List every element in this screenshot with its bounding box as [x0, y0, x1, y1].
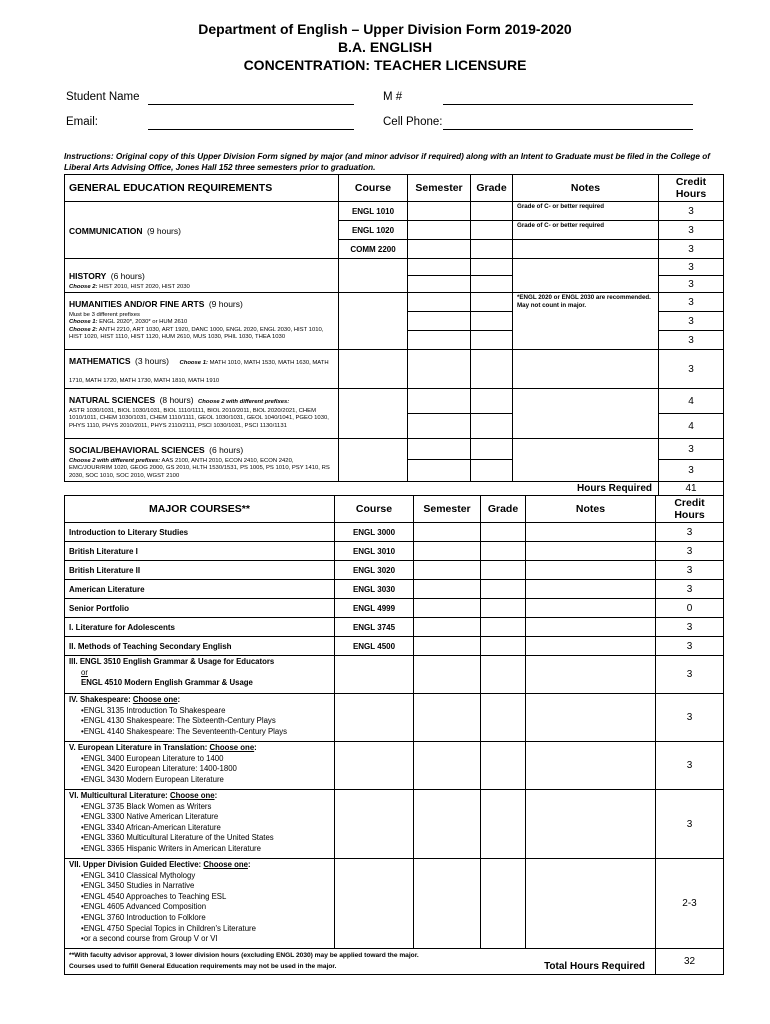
note-cell	[513, 350, 659, 389]
course-cell[interactable]	[339, 389, 408, 439]
major-table	[64, 495, 724, 975]
course-cell[interactable]	[339, 259, 408, 293]
history-label: HISTORY (6 hours) Choose 2: HIST 2010, HIST 2020, HIST 2030	[65, 259, 339, 293]
grade-cell[interactable]	[471, 240, 513, 259]
note-cell[interactable]	[526, 742, 656, 790]
major-course-name: American Literature	[65, 580, 335, 599]
course-cell: COMM 2200	[339, 240, 408, 259]
hours-required-label: Hours Required	[65, 481, 659, 495]
grade-header: Grade	[471, 175, 513, 202]
course-cell[interactable]	[335, 790, 414, 859]
grade-cell[interactable]	[481, 790, 526, 859]
course-cell: ENGL 4500	[335, 637, 414, 656]
form-title: Department of English – Upper Division Form 2019-2020	[198, 21, 572, 37]
credit-cell: 3	[659, 259, 724, 276]
gen-ed-header: GENERAL EDUCATION REQUIREMENTS	[65, 175, 339, 202]
note-cell	[513, 259, 659, 293]
notes-header: Notes	[513, 175, 659, 202]
credit-cell: 3	[659, 221, 724, 240]
course-cell: ENGL 3020	[335, 561, 414, 580]
grade-cell[interactable]	[471, 460, 513, 481]
grade-cell[interactable]	[481, 523, 526, 542]
semester-cell[interactable]	[408, 202, 471, 221]
note-cell[interactable]	[526, 523, 656, 542]
credit-cell: 3	[656, 742, 724, 790]
semester-cell[interactable]	[408, 389, 471, 414]
semester-cell[interactable]	[414, 523, 481, 542]
grade-cell[interactable]	[471, 439, 513, 460]
semester-cell[interactable]	[414, 790, 481, 859]
grade-cell[interactable]	[471, 259, 513, 276]
group-3-label: III. ENGL 3510 English Grammar & Usage for Educators or ENGL 4510 Modern English Grammar & Usage	[65, 656, 335, 694]
course-cell: ENGL 3010	[335, 542, 414, 561]
course-cell: ENGL 3745	[335, 618, 414, 637]
grade-cell[interactable]	[481, 561, 526, 580]
note-cell[interactable]	[526, 618, 656, 637]
credit-cell: 3	[656, 580, 724, 599]
semester-cell[interactable]	[408, 312, 471, 331]
credit-cell: 3	[656, 561, 724, 580]
credit-hours-header: Credit Hours	[656, 496, 724, 523]
grade-cell[interactable]	[471, 331, 513, 350]
grade-cell[interactable]	[481, 742, 526, 790]
semester-cell[interactable]	[408, 331, 471, 350]
grade-cell[interactable]	[471, 350, 513, 389]
cell-phone-label: Cell Phone:	[383, 116, 443, 128]
semester-cell[interactable]	[408, 460, 471, 481]
credit-cell: 3	[659, 312, 724, 331]
major-courses-header: MAJOR COURSES**	[65, 496, 335, 523]
credit-cell: 3	[656, 523, 724, 542]
major-course-name: Introduction to Literary Studies	[65, 523, 335, 542]
credit-cell: 3	[656, 618, 724, 637]
grade-cell[interactable]	[481, 542, 526, 561]
grade-cell[interactable]	[481, 859, 526, 949]
credit-cell: 3	[659, 240, 724, 259]
course-cell[interactable]	[335, 742, 414, 790]
instructions: Instructions: Original copy of this Upper Division Form signed by major (and minor advisor if required) along with an Intent to Graduate must be filed in the College of Liberal Arts Advising Office, Jones Hall 152 three semesters prior to graduation.	[64, 152, 710, 172]
course-cell[interactable]	[339, 439, 408, 482]
credit-cell: 3	[656, 656, 724, 694]
grade-cell[interactable]	[481, 580, 526, 599]
course-cell: ENGL 1010	[339, 202, 408, 221]
note-cell: Grade of C- or better required	[513, 202, 659, 221]
total-hours-value: 32	[656, 949, 724, 975]
credit-cell: 0	[656, 599, 724, 618]
group-7-label: VII. Upper Division Guided Elective: Choose one: •ENGL 3410 Classical Mythology •ENGL 3450 Studies in Narrative •ENGL 4540 Approaches to Teaching ESL •ENGL 4605 Advanced Composition •ENGL 3760 Introduction to Folklore •ENGL 4750 Special Topics in Children's Literature •or a second course from Group V or VI	[65, 859, 335, 949]
course-cell: ENGL 3030	[335, 580, 414, 599]
course-cell[interactable]	[335, 694, 414, 742]
note-cell[interactable]	[526, 694, 656, 742]
natural-sciences-label: NATURAL SCIENCES (8 hours) Choose 2 with different prefixes: ASTR 1030/1031, BIOL 1030/1031, BIOL 1110/1111, BIOL 2010/2011, BIOL 2020/2021, CHEM 1010/1011, CHEM 1030/1031, CHEM 1110/1111, GEOL 1030/1031, GEOL 1040/1041, PGEO 1030, PHYS 1110, PHYS 2010/2011, PHYS 2110/2111, PSCI 1030/1031, PSCI 1130/1131	[65, 389, 339, 439]
major-course-name: British Literature I	[65, 542, 335, 561]
grade-cell[interactable]	[471, 276, 513, 293]
semester-cell[interactable]	[408, 221, 471, 240]
communication-label: COMMUNICATION (9 hours)	[65, 202, 339, 259]
humanities-label: HUMANITIES AND/OR FINE ARTS (9 hours) Must be 3 different prefixes Choose 1: ENGL 2020*, 2030* or HUM 2610 Choose 2: ANTH 2210, ART 1030, ART 1920, DANC 1000, ENGL 2020, ENGL 2030, HIST 1010, HIST 1020, HIST 1110, HIST 1120, HUM 2610, MUS 1030, PHIL 1030, THEA 1030	[65, 293, 339, 350]
semester-cell[interactable]	[414, 637, 481, 656]
concentration-title: CONCENTRATION: TEACHER LICENSURE	[243, 57, 527, 73]
note-cell[interactable]	[526, 542, 656, 561]
semester-cell[interactable]	[414, 694, 481, 742]
major-footnote	[65, 949, 656, 975]
math-label: MATHEMATICS (3 hours) Choose 1: MATH 1010, MATH 1530, MATH 1630, MATH 1710, MATH 1720, MATH 1730, MATH 1810, MATH 1910	[65, 350, 339, 389]
credit-cell: 3	[659, 439, 724, 460]
form-header	[0, 20, 770, 74]
credit-cell: 4	[659, 389, 724, 414]
group-6-label: VI. Multicultural Literature: Choose one: •ENGL 3735 Black Women as Writers •ENGL 3300 Native American Literature •ENGL 3340 African-American Literature •ENGL 3360 Multicultural Literature of the United States •ENGL 3365 Hispanic Writers in American Literature	[65, 790, 335, 859]
semester-cell[interactable]	[408, 414, 471, 439]
grade-cell[interactable]	[471, 414, 513, 439]
major-course-name: British Literature II	[65, 561, 335, 580]
grade-cell[interactable]	[471, 389, 513, 414]
notes-header: Notes	[526, 496, 656, 523]
note-cell	[513, 389, 659, 439]
course-cell: ENGL 1020	[339, 221, 408, 240]
credit-cell: 3	[659, 276, 724, 293]
email-field[interactable]	[148, 129, 354, 130]
semester-cell[interactable]	[414, 656, 481, 694]
m-number-label: M #	[383, 91, 403, 103]
semester-cell[interactable]	[408, 293, 471, 312]
grade-cell[interactable]	[471, 202, 513, 221]
course-cell[interactable]	[335, 656, 414, 694]
semester-cell[interactable]	[408, 276, 471, 293]
credit-cell: 2-3	[656, 859, 724, 949]
group-4-label: IV. Shakespeare: Choose one: •ENGL 3135 Introduction To Shakespeare •ENGL 4130 Shakespeare: The Sixteenth-Century Plays •ENGL 4140 Shakespeare: The Seventeenth-Century Plays	[65, 694, 335, 742]
grade-cell[interactable]	[481, 637, 526, 656]
hours-required-value: 41	[659, 481, 724, 495]
note-cell[interactable]	[526, 790, 656, 859]
semester-cell[interactable]	[408, 439, 471, 460]
semester-cell[interactable]	[414, 561, 481, 580]
semester-cell[interactable]	[408, 350, 471, 389]
semester-cell[interactable]	[408, 259, 471, 276]
major-course-name: I. Literature for Adolescents	[65, 618, 335, 637]
cell-phone-field[interactable]	[443, 129, 693, 130]
credit-cell: 3	[659, 202, 724, 221]
semester-cell[interactable]	[414, 859, 481, 949]
semester-header: Semester	[414, 496, 481, 523]
note-cell[interactable]	[526, 580, 656, 599]
student-name-field[interactable]	[148, 104, 354, 105]
course-cell[interactable]	[339, 293, 408, 350]
credit-cell: 3	[659, 331, 724, 350]
footnote-approval: **With faculty advisor approval, 3 lower division hours (excluding ENGL 2030) may be applied toward the major.	[69, 952, 419, 959]
note-cell[interactable]	[526, 637, 656, 656]
grade-cell[interactable]	[471, 293, 513, 312]
note-cell	[513, 240, 659, 259]
course-header: Course	[335, 496, 414, 523]
credit-cell: 3	[656, 637, 724, 656]
gen-ed-table	[64, 174, 724, 496]
note-cell[interactable]	[526, 859, 656, 949]
credit-cell: 3	[659, 460, 724, 481]
course-cell: ENGL 4999	[335, 599, 414, 618]
email-label: Email:	[66, 116, 98, 128]
course-header: Course	[339, 175, 408, 202]
grade-cell[interactable]	[481, 618, 526, 637]
semester-cell[interactable]	[414, 542, 481, 561]
grade-cell[interactable]	[481, 656, 526, 694]
credit-cell: 3	[656, 694, 724, 742]
credit-hours-header: Credit Hours	[659, 175, 724, 202]
semester-cell[interactable]	[414, 742, 481, 790]
semester-cell[interactable]	[408, 240, 471, 259]
course-cell[interactable]	[335, 859, 414, 949]
footnote-gen-ed: Courses used to fulfill General Education requirements may not be used in the major.	[69, 963, 337, 970]
major-course-name: Senior Portfolio	[65, 599, 335, 618]
student-name-label: Student Name	[66, 91, 140, 103]
major-course-name: II. Methods of Teaching Secondary English	[65, 637, 335, 656]
note-cell[interactable]	[526, 599, 656, 618]
credit-cell: 3	[659, 350, 724, 389]
total-hours-label: Total Hours Required	[544, 961, 645, 972]
group-5-label: V. European Literature in Translation: Choose one: •ENGL 3400 European Literature to 1400 •ENGL 3420 European Literature: 1400-1800 •ENGL 3430 Modern European Literature	[65, 742, 335, 790]
grade-cell[interactable]	[481, 694, 526, 742]
semester-header: Semester	[408, 175, 471, 202]
degree-title: B.A. ENGLISH	[337, 39, 433, 55]
note-cell[interactable]	[526, 561, 656, 580]
course-cell[interactable]	[339, 350, 408, 389]
grade-header: Grade	[481, 496, 526, 523]
semester-cell[interactable]	[414, 618, 481, 637]
grade-cell[interactable]	[481, 599, 526, 618]
credit-cell: 3	[656, 542, 724, 561]
credit-cell: 3	[659, 293, 724, 312]
credit-cell: 4	[659, 414, 724, 439]
grade-cell[interactable]	[471, 312, 513, 331]
semester-cell[interactable]	[414, 580, 481, 599]
m-number-field[interactable]	[443, 104, 693, 105]
note-cell	[513, 439, 659, 482]
semester-cell[interactable]	[414, 599, 481, 618]
grade-cell[interactable]	[471, 221, 513, 240]
note-cell[interactable]	[526, 656, 656, 694]
note-cell: *ENGL 2020 or ENGL 2030 are recommended. May not count in major.	[513, 293, 659, 350]
note-cell: Grade of C- or better required	[513, 221, 659, 240]
credit-cell: 3	[656, 790, 724, 859]
social-sciences-label: SOCIAL/BEHAVIORAL SCIENCES (6 hours) Choose 2 with different prefixes: AAS 2100, ANTH 2010, ECON 2410, ECON 2420, EMC/JOUR/RIM 1020, GEOG 2000, GS 2010, HLTH 1530/1531, PS 1005, PS 1010, PSY 1410, RS 2030, SOC 1010, SOC 2010, WGST 2100	[65, 439, 339, 482]
course-cell: ENGL 3000	[335, 523, 414, 542]
